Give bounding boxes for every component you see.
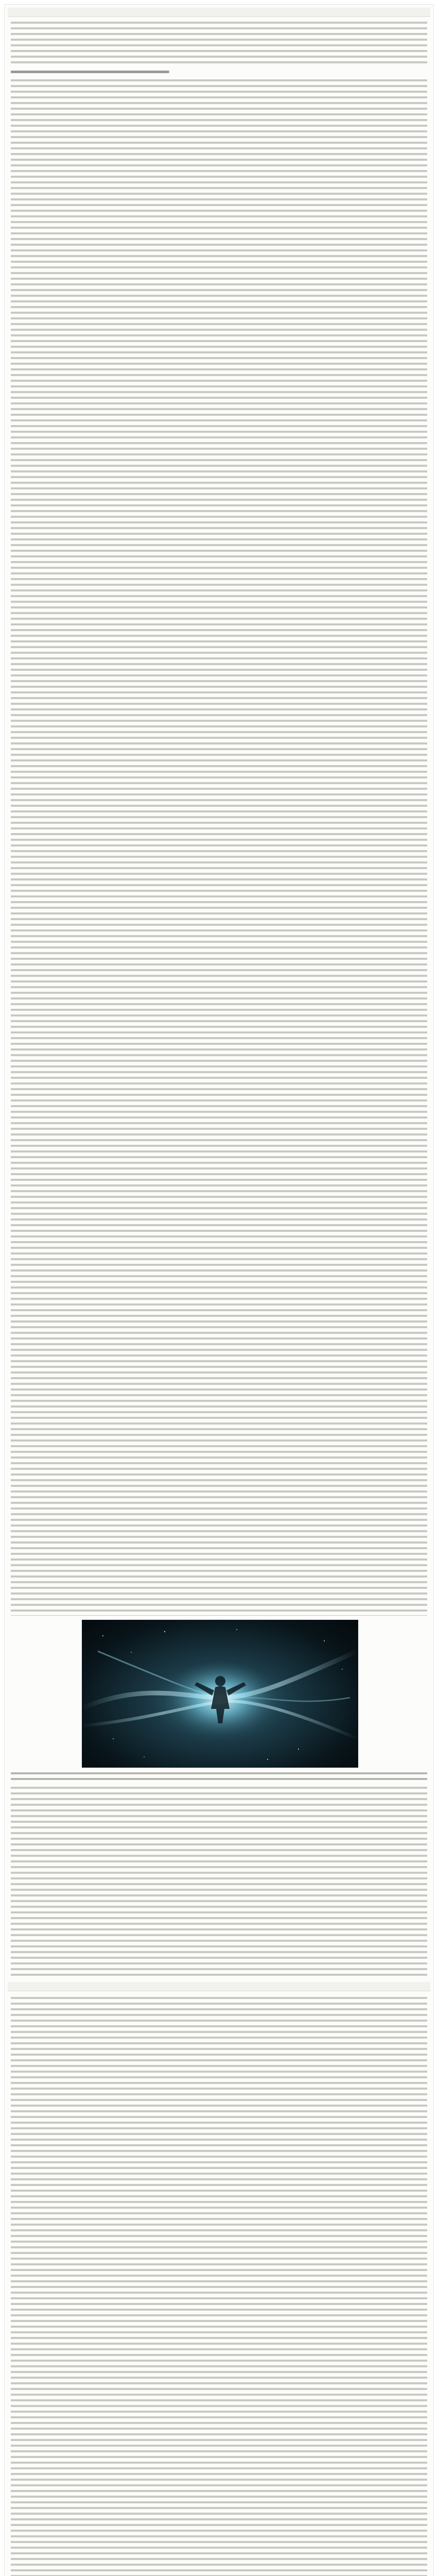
blog-page	[4, 4, 434, 2576]
space-illustration-svg	[82, 1620, 358, 1767]
section-heading	[11, 69, 427, 75]
post-header	[8, 8, 430, 17]
post2-body	[11, 1995, 427, 2576]
post-header-2	[8, 1982, 430, 1991]
post-body-main	[11, 78, 427, 1616]
post-body-after-figure	[11, 1785, 427, 1976]
post-body-intro	[11, 20, 427, 65]
space-illustration-image	[82, 1620, 358, 1768]
figure-caption	[11, 1771, 427, 1782]
